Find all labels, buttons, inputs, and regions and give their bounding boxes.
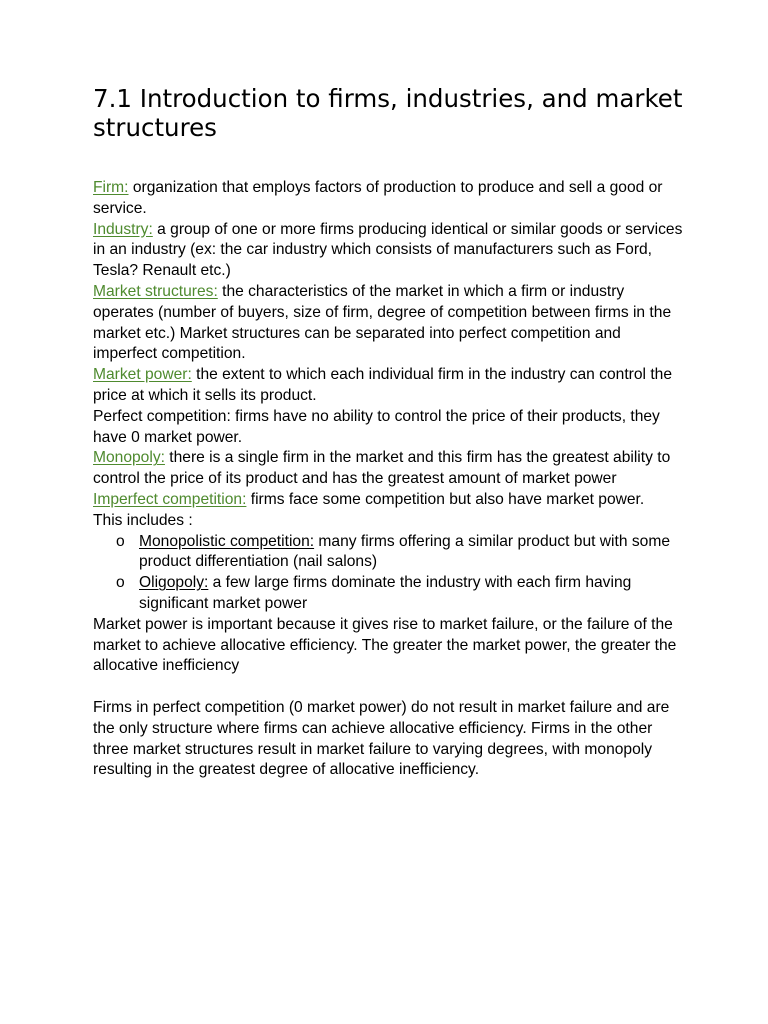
term-oligopoly: Oligopoly: bbox=[139, 574, 209, 592]
term-monopoly: Monopoly: bbox=[93, 449, 165, 467]
closing-paragraph: Firms in perfect competition (0 market power) do not result in market failure and are the only structure where firms can achieve allocative efficiency. Firms in the other three market structures result in market failure to varying degrees, with monopoly resulting in the greatest degree of allocative inefficiency. bbox=[93, 698, 670, 779]
list-item-oligopoly bbox=[116, 573, 683, 615]
bullet-text: many firms offering a similar product but with some product differentiation (nail salons) bbox=[139, 532, 670, 571]
blank-line bbox=[93, 677, 683, 698]
definition-market-structures bbox=[93, 282, 683, 365]
market-power-paragraph: Market power is important because it gives rise to market failure, or the failure of the market to achieve allocative efficiency. The greater the market power, the greater the allocative inefficiency bbox=[93, 615, 677, 675]
definition-market-power bbox=[93, 365, 683, 407]
includes-label: This includes : bbox=[93, 511, 193, 529]
term-firm: Firm: bbox=[93, 179, 129, 196]
list-item-monopolistic-competition bbox=[116, 532, 683, 574]
term-monopolistic-competition: Monopolistic competition: bbox=[139, 532, 315, 550]
document-page bbox=[93, 84, 683, 781]
bullet-list bbox=[93, 532, 683, 615]
definition-imperfect-competition bbox=[93, 490, 683, 511]
definition-industry bbox=[93, 220, 683, 282]
definition-firm bbox=[93, 178, 683, 220]
definition-text: firms face some competition but also have market power. bbox=[246, 490, 645, 508]
bullet-icon: o bbox=[116, 574, 125, 592]
definition-text: organization that employs factors of production to produce and sell a good or service. bbox=[93, 179, 663, 217]
definition-text: the extent to which each individual firm in the industry can control the price at which it sells its product. bbox=[93, 366, 672, 404]
bullet-text: a few large firms dominate the industry with each firm having significant market power bbox=[139, 574, 632, 612]
document-body bbox=[93, 178, 683, 781]
definition-text: the characteristics of the market in which a firm or industry operates (number of buyers, size of firm, degree of competition between firms in the market etc.) Market structures can be separated into perfect competition and imperfect competition. bbox=[93, 282, 672, 363]
perfect-competition-paragraph: Perfect competition: firms have no ability to control the price of their products, they have 0 market power. bbox=[93, 407, 660, 446]
term-market-structures: Market structures: bbox=[93, 282, 218, 300]
definition-monopoly bbox=[93, 448, 683, 490]
bullet-icon: o bbox=[116, 532, 125, 550]
definition-text: a group of one or more firms producing identical or similar goods or services in an industry (ex: the car industry which consists of manufacturers such as Ford, Tesla? Renault etc.) bbox=[93, 220, 683, 280]
term-industry: Industry: bbox=[93, 220, 153, 238]
term-imperfect-competition: Imperfect competition: bbox=[93, 490, 247, 508]
term-market-power: Market power: bbox=[93, 366, 192, 384]
page-title: 7.1 Introduction to firms, industries, and market structures bbox=[93, 84, 683, 142]
definition-text: there is a single firm in the market and this firm has the greatest ability to control the price of its product and has the greatest amount of market power bbox=[93, 449, 671, 488]
